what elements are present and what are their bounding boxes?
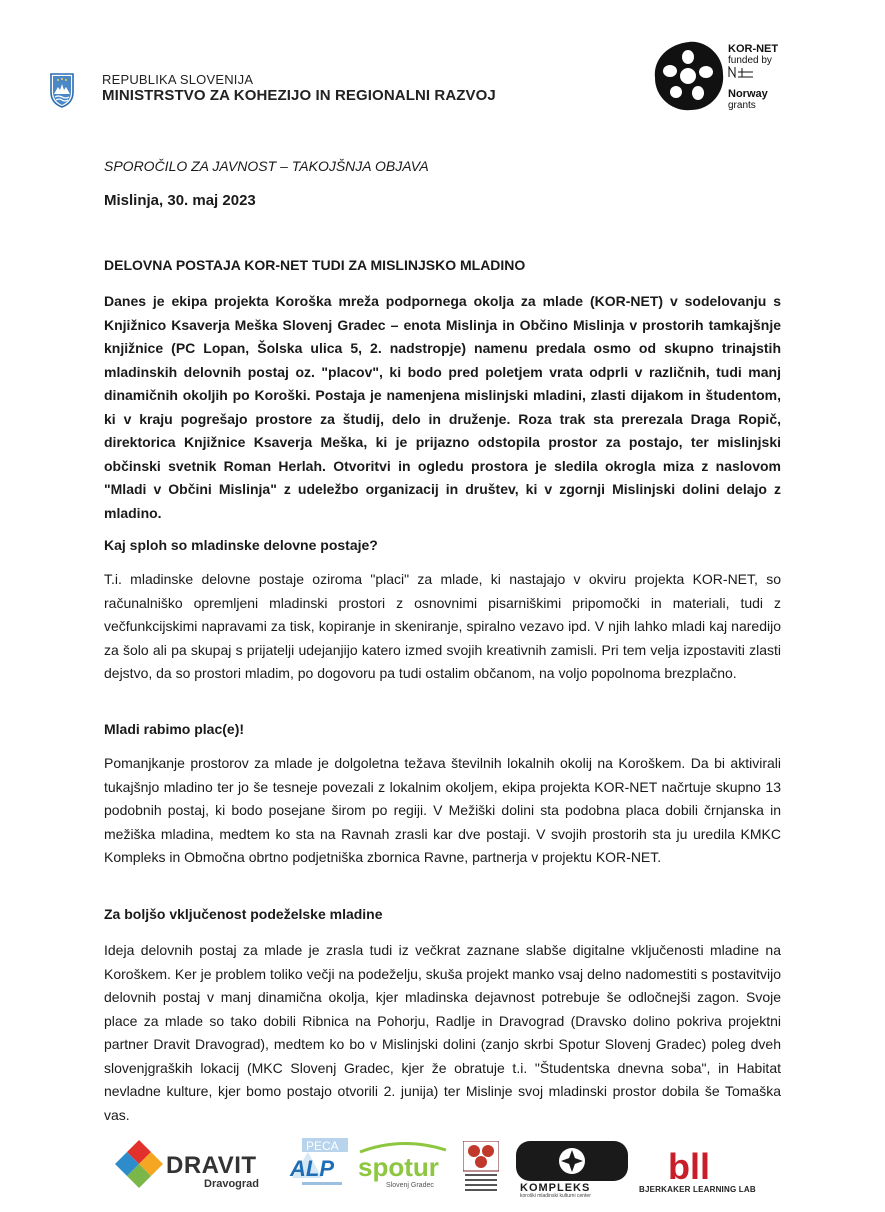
spotur-logo-icon bbox=[356, 1140, 450, 1190]
bll-text: bll bbox=[668, 1146, 710, 1185]
ministry-header bbox=[102, 72, 496, 105]
bjerkaker-logo-icon bbox=[662, 1145, 722, 1185]
grants-text: grants bbox=[728, 100, 756, 111]
funded-by-text: funded by bbox=[728, 55, 772, 66]
section-paragraph: T.i. mladinske delovne postaje oziroma "placi" za mlade, ki nastajajo v okviru projekta KOR-NET, so računalniško opremljeni mladinski prostori z osnovnimi pisarniškimi pripomočki in materiali, tudi z večfunkcijskimi napravami za tisk, kopiranje in skeniranje, spiralno vezavo ipd. V njih lahko mladi kaj naredijo za šolo ali pa skupaj s prijatelji udejanjijo katero izmed svojih kreativnih zamisli. Pri tem velja izpostaviti zlasti dejstvo, da so prostori mladim, po dogovoru pa tudi ostalim občanom, na voljo popolnoma brezplačno. bbox=[104, 571, 781, 681]
kor-net-logo-icon bbox=[653, 40, 725, 112]
ministry-name: MINISTRSTVO ZA KOHEZIJO IN REGIONALNI RAZVOJ bbox=[102, 87, 496, 104]
section-paragraph: Ideja delovnih postaj za mlade je zrasla tudi iz večkrat zaznane slabše digitalne vključenosti mladine na Koroškem. Ker je problem toliko večji na podeželju, skuša projekt manko vsaj delno nadomestiti s postavitvijo delovnih postaj v manj dinamična okolja, kjer mladinska dejavnost potrebuje še odločnejši zagon. Svoje place za mlade so tako dobili Ribnica na Pohorju, Radlje in Dravograd (Dravsko dolino pokriva projektni partner Dravit Dravograd), medtem ko bo v Mislinjski dolini (zanjo skrbi Spotur Slovenj Gradec) poleg dveh slovenjgraških lokacij (MKC Slovenj Gradec, kjer že obratuje t.i. "Študentska dnevna soba", in Habitat nevladne kulture, kjer bomo postajo otvorili 2. junija) ter Mislinje svoj mladinski prostor dobila še Tomaška vas. bbox=[104, 942, 781, 1123]
alp-text: ALP bbox=[290, 1156, 334, 1181]
section-heading: Za boljšo vključenost podeželske mladine bbox=[104, 906, 383, 922]
kompleks-text: KOMPLEKS bbox=[520, 1182, 591, 1194]
lead-paragraph: Danes je ekipa projekta Koroška mreža podpornega okolja za mlade (KOR-NET) v sodelovanju s Knjižnico Ksaverja Meška Slovenj Gradec – enota Mislinja in Občino Mislinja v prostorih tamkajšnje knjižnice (PC Lopan, Šolska ulica 5, 2. nadstropje) namenu predala osmo od skupno trinajstih mladinskih delovnih postaj oz. "placov", ki bodo pred poletjem vrata odprli v različnih, tudi manj dinamičnih okoljih po Koroški. Postaja je namenjena mislinjski mladini, zlasti dijakom in študentom, ki v kraju pogrešajo prostore za študij, delo in druženje. Roza trak sta prerezala Draga Ropič, direktorica Knjižnice Ksaverja Meška, ki je prijazno odstopila prostor za postajo, ter mislinjski občinski svetnik Roman Herlah. Otvoritvi in ogledu prostora je sledila okrogla miza z naslovom "Mladi v Občini Mislinja" z udeležbo organizacij in društev, ki v zgornji Mislinjski dolini delajo z mladino. bbox=[104, 293, 781, 521]
peca-text: PECA bbox=[306, 1139, 339, 1153]
section-paragraph: Pomanjkanje prostorov za mlade je dolgoletna težava številnih lokalnih okolij na Koroškem. Da bi aktivirali tukajšnjo mladino ter jo še tesneje povezali z lokalnim okoljem, ekipa projekta KOR-NET načrtuje skupno 13 podobnih postaj, ki bodo posejane širom po regiji. V Mežiški dolini sta podobna placa dobili črnjanska in mežiška mladina, medtem ko sta na Ravnah zrasli kar dve postaji. V svojih prostorih sta ju uredila KMKC Kompleks in Območna obrtno podjetniška zbornica Ravne, partnerja v projektu KOR-NET. bbox=[104, 755, 781, 865]
spotur-location: Slovenj Gradec bbox=[386, 1182, 434, 1189]
peca-alp-logo-icon bbox=[288, 1138, 350, 1192]
dravit-location: Dravograd bbox=[204, 1178, 260, 1190]
date-line: Mislinja, 30. maj 2023 bbox=[104, 192, 256, 209]
norway-grants-mark-icon bbox=[728, 66, 754, 78]
kompleks-sub: koroški mladinski kulturni center bbox=[520, 1193, 591, 1197]
kor-net-funding-badge bbox=[728, 44, 778, 111]
kor-net-name: KOR-NET bbox=[728, 43, 779, 55]
section-heading: Kaj sploh so mladinske delovne postaje? bbox=[104, 537, 378, 553]
norway-text: Norway bbox=[728, 88, 768, 100]
dravit-name: DRAVIT bbox=[166, 1152, 257, 1179]
spotur-text: spotur bbox=[358, 1152, 439, 1182]
obrtna-zbornica-logo-icon bbox=[463, 1141, 499, 1195]
press-release-label: SPOROČILO ZA JAVNOST – TAKOJŠNJA OBJAVA bbox=[104, 158, 429, 174]
dravit-logo-icon bbox=[113, 1138, 165, 1192]
section-heading: Mladi rabimo plac(e)! bbox=[104, 721, 245, 737]
document-title: DELOVNA POSTAJA KOR-NET TUDI ZA MISLINJSKO MLADINO bbox=[104, 257, 526, 273]
slovenia-coat-of-arms-icon bbox=[49, 72, 75, 108]
country-name: REPUBLIKA SLOVENIJA bbox=[102, 72, 254, 87]
bjerkaker-name: BJERKAKER LEARNING LAB bbox=[639, 1185, 756, 1194]
kompleks-logo-icon bbox=[516, 1141, 628, 1197]
